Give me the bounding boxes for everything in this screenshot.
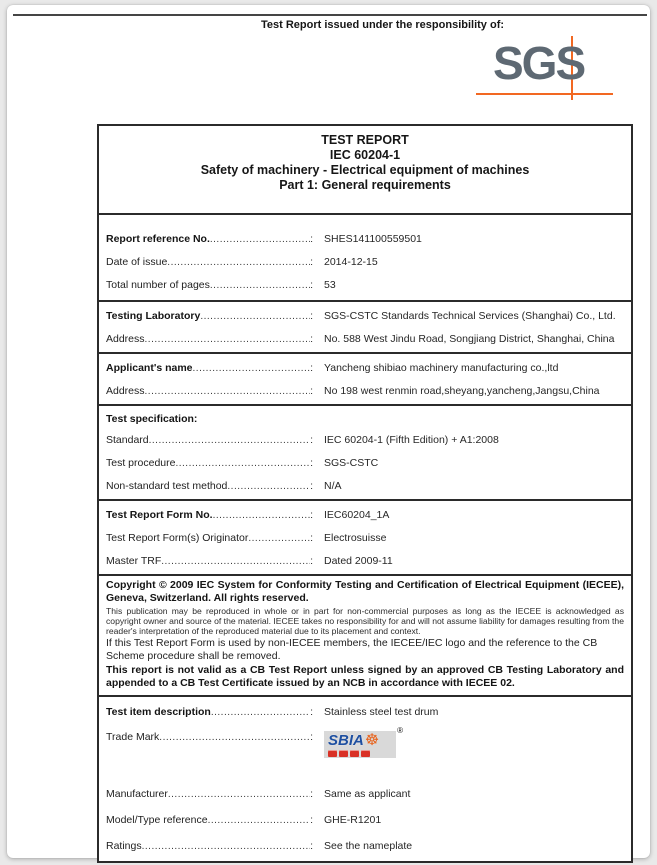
leader-dots: [208, 814, 311, 826]
field-value: GHE-R1201: [324, 814, 382, 826]
sbia-trademark-logo: [324, 726, 403, 758]
field-label: Model/Type reference ..... :: [106, 814, 313, 826]
row-applicant-name: [99, 356, 631, 379]
row-report-reference: [99, 227, 631, 250]
row-date-of-issue: [99, 250, 631, 273]
leader-dots: [227, 480, 310, 492]
title-test-report: TEST REPORT: [321, 133, 409, 147]
field-label: Address ..... :: [106, 333, 313, 345]
page-top-rule: [13, 14, 647, 16]
field-label: Trade Mark ..... :: [106, 731, 313, 743]
registered-mark: ®: [397, 726, 403, 735]
leader-dots: [200, 310, 310, 322]
field-value: SGS-CSTC Standards Technical Services (Shanghai) Co., Ltd.: [324, 309, 616, 322]
title-block: [99, 126, 631, 215]
row-manufacturer: [99, 781, 631, 807]
copyright-bold-intro: Copyright © 2009 IEC System for Conformity Testing and Certification of Electrical Equipment (IECEE), Geneva, Switzerland. All rights reserved.: [106, 579, 624, 604]
field-value: Yancheng shibiao machinery manufacturing co.,ltd: [324, 361, 559, 374]
field-value: IEC 60204-1 (Fifth Edition) + A1:2008: [324, 433, 499, 446]
field-label: Non-standard test method ..... :: [106, 480, 313, 492]
leader-dots: [145, 333, 311, 345]
row-model-type: [99, 807, 631, 833]
field-label: Testing Laboratory ..... :: [106, 310, 313, 322]
copyright-bold-notice: This report is not valid as a CB Test Report unless signed by an approved CB Testing Laboratory and appended to a CB Test Certificate issued by an NCB in accordance with IECEE 02.: [106, 664, 624, 689]
leader-dots: [167, 256, 310, 268]
field-value: Same as applicant: [324, 788, 411, 800]
issued-under-responsibility-note: Test Report issued under the responsibility of:: [260, 19, 505, 31]
section-report-reference: [99, 215, 631, 302]
section-trf: [99, 501, 631, 576]
copyright-body-text: If this Test Report Form is used by non-IECEE members, the IECEE/IEC logo and the reference to the CB Scheme procedure shall be removed.: [106, 637, 598, 662]
chinese-character-block: [350, 750, 359, 757]
row-total-pages: [99, 273, 631, 296]
field-value: SGS-CSTC: [324, 456, 379, 469]
leader-dots: [210, 233, 310, 245]
sbia-logo-text: SBIA: [328, 732, 364, 749]
field-value: 53: [324, 278, 336, 291]
section-copyright: [99, 576, 631, 697]
field-value: See the nameplate: [324, 840, 413, 852]
row-applicant-address: [99, 379, 631, 402]
leader-dots: [159, 731, 310, 743]
row-trf-no: [99, 503, 631, 526]
leader-dots: [142, 840, 310, 852]
sbia-logo-chinese-strip: [328, 750, 392, 757]
leader-dots: [210, 279, 310, 291]
row-non-standard-method: [99, 474, 631, 497]
chinese-character-block: [361, 750, 370, 757]
section-test-specification: [99, 406, 631, 501]
field-label: Test item description ..... :: [106, 706, 313, 718]
row-test-item-description: [99, 699, 631, 725]
field-value: Electrosuisse: [324, 531, 387, 544]
leader-dots: [168, 788, 310, 800]
leader-dots: [193, 362, 311, 374]
field-label: Address ..... :: [106, 385, 313, 397]
chinese-character-block: [339, 750, 348, 757]
field-value: No. 588 West Jindu Road, Songjiang District, Shanghai, China: [324, 332, 615, 345]
field-value: N/A: [324, 479, 342, 492]
field-value: Dated 2009-11: [324, 554, 393, 567]
test-specification-header: Test specification:: [106, 413, 198, 425]
sgs-logo-crop-hline: [476, 93, 613, 95]
chinese-character-block: [328, 750, 337, 757]
field-label: Test procedure ..... :: [106, 457, 313, 469]
section-test-item: [99, 697, 631, 861]
field-value: No 198 west renmin road,sheyang,yancheng,Jangsu,China: [324, 384, 600, 397]
title-standard-number: IEC 60204-1: [329, 148, 401, 162]
row-testing-laboratory: [99, 304, 631, 327]
leader-dots: [211, 706, 310, 718]
field-label: Ratings ..... :: [106, 840, 313, 852]
field-value: 2014-12-15: [324, 255, 378, 268]
leader-dots: [175, 457, 310, 469]
section-testing-laboratory: [99, 302, 631, 354]
sgs-logo: [476, 36, 616, 102]
title-part: Part 1: General requirements: [279, 178, 451, 192]
row-trade-mark: [99, 725, 631, 781]
row-standard: [99, 428, 631, 451]
row-lab-address: [99, 327, 631, 350]
leader-dots: [248, 532, 310, 544]
copyright-small-text: This publication may be reproduced in whole or in part for non-commercial purposes as long as the IECEE is acknowledged as copyright owner and source of the material. IECEE takes no responsibility for and will not assume liability for damages resulting from the reader's interpretation of the reproduced material due to its placement and context.: [106, 606, 624, 636]
wheel-icon: ☸: [364, 732, 380, 749]
field-label: Standard ..... :: [106, 434, 313, 446]
sbia-logo-top: [328, 733, 392, 749]
field-value: IEC60204_1A: [324, 508, 390, 521]
row-trf-originator: [99, 526, 631, 549]
title-standard-name: Safety of machinery - Electrical equipment of machines: [200, 163, 530, 177]
field-label: Manufacturer ..... :: [106, 788, 313, 800]
field-label: Date of issue ..... :: [106, 256, 313, 268]
test-report-table: [97, 124, 633, 863]
leader-dots: [149, 434, 310, 446]
section-applicant: [99, 354, 631, 406]
leader-dots: [145, 385, 311, 397]
field-label: Total number of pages ..... :: [106, 279, 313, 291]
field-label: Test Report Form No. ..... :: [106, 509, 313, 521]
field-label: Applicant's name ..... :: [106, 362, 313, 374]
row-ratings: [99, 833, 631, 859]
sgs-logo-text: SGS: [493, 37, 585, 89]
leader-dots: [161, 555, 310, 567]
field-label: Report reference No. ..... :: [106, 233, 313, 245]
field-label: Test Report Form(s) Originator ..... :: [106, 532, 313, 544]
field-label: Master TRF ..... :: [106, 555, 313, 567]
row-test-procedure: [99, 451, 631, 474]
field-value: SHES141100559501: [324, 232, 422, 245]
field-value: Stainless steel test drum: [324, 706, 439, 718]
leader-dots: [213, 509, 311, 521]
row-master-trf: [99, 549, 631, 572]
